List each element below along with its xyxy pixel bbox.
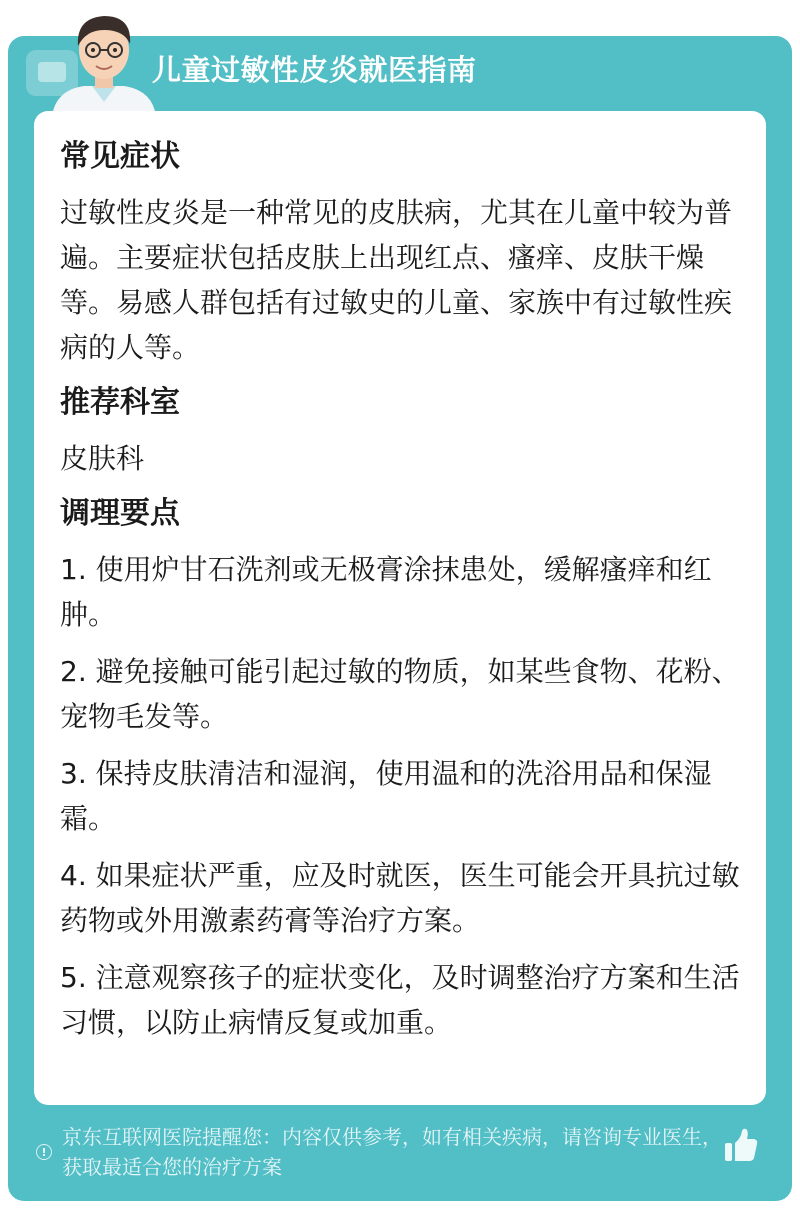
care-item: 3. 保持皮肤清洁和湿润，使用温和的洗浴用品和保湿霜。 <box>60 757 712 835</box>
info-icon <box>36 1144 52 1160</box>
symptoms-text: 过敏性皮炎是一种常见的皮肤病，尤其在儿童中较为普遍。主要症状包括皮肤上出现红点、瘙痒、皮肤干燥等。易感人群包括有过敏史的儿童、家族中有过敏性疾病的人等。 <box>60 196 733 364</box>
content-card <box>34 111 766 1105</box>
care-item: 5. 注意观察孩子的症状变化，及时调整治疗方案和生活习惯，以防止病情反复或加重。 <box>60 961 740 1039</box>
care-item: 1. 使用炉甘石洗剂或无极膏涂抹患处，缓解瘙痒和红肿。 <box>60 553 712 631</box>
disclaimer-footer <box>36 1122 736 1182</box>
section-heading-care: 调理要点 <box>60 496 180 531</box>
department-text: 皮肤科 <box>60 442 145 475</box>
disclaimer-text: 京东互联网医院提醒您：内容仅供参考，如有相关疾病，请咨询专业医生，获取最适合您的治疗方案 <box>62 1125 722 1179</box>
section-heading-symptoms: 常见症状 <box>60 139 180 174</box>
care-item: 4. 如果症状严重，应及时就医，医生可能会开具抗过敏药物或外用激素药膏等治疗方案。 <box>60 859 740 937</box>
care-item: 2. 避免接触可能引起过敏的物质，如某些食物、花粉、宠物毛发等。 <box>60 655 740 733</box>
thumbs-up-icon[interactable] <box>724 1128 758 1164</box>
page-title: 儿童过敏性皮炎就医指南 <box>152 53 477 87</box>
doctor-avatar-icon <box>44 6 164 116</box>
section-heading-department: 推荐科室 <box>60 385 180 420</box>
